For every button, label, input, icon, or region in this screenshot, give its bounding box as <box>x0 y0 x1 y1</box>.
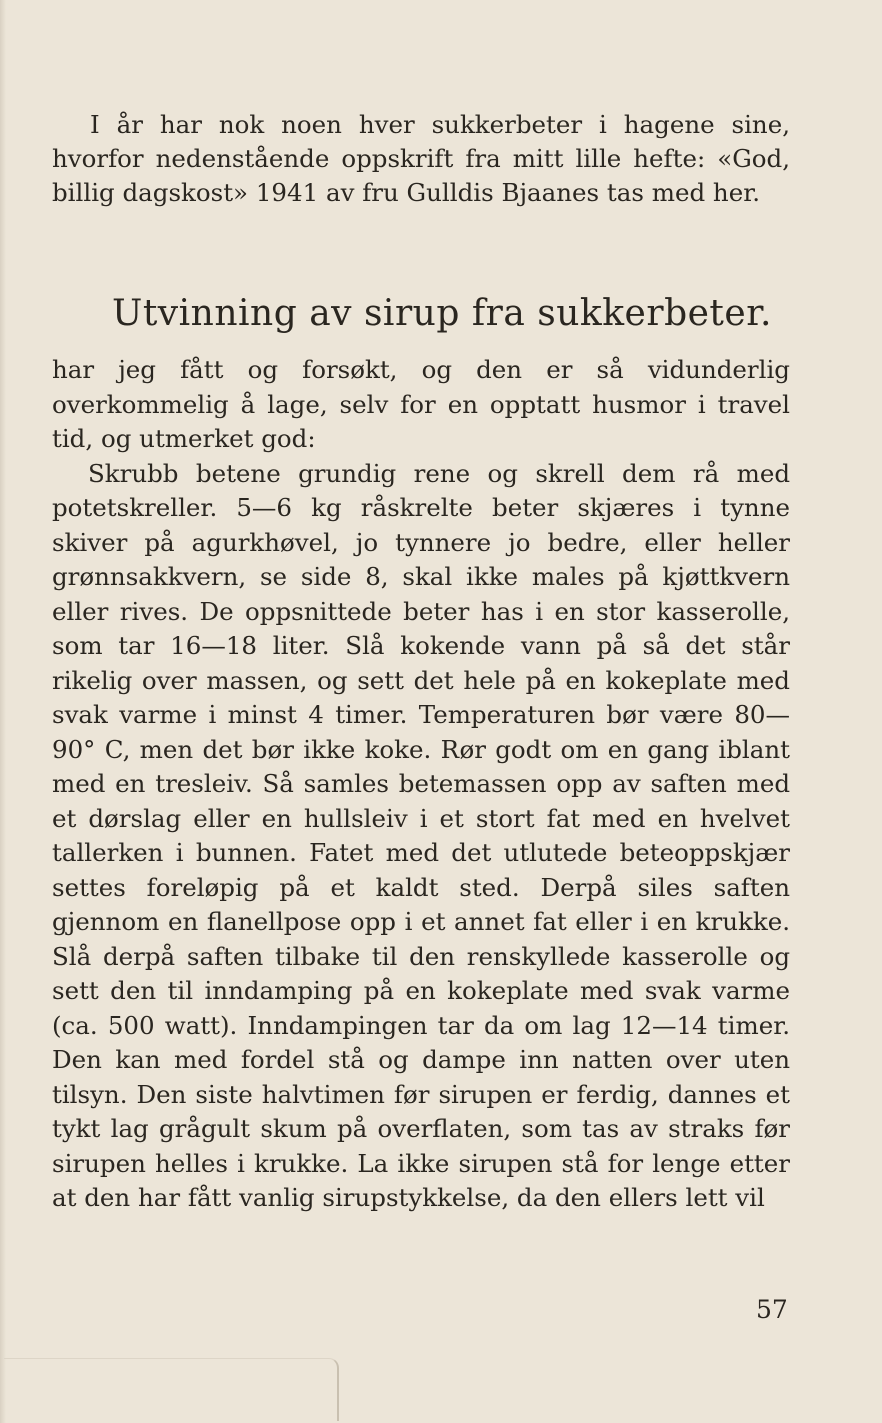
page-mark <box>4 1358 339 1421</box>
intro-paragraph <box>52 108 790 210</box>
recipe-heading: Utvinning av sirup fra sukkerbeter. <box>112 293 772 334</box>
instructions-paragraph: Skrubb betene grundig rene og skrell dem rå med potetskreller. 5—6 kg råskrelte beter skjæres i tynne skiver på agurkhøvel, jo tynnere jo bedre, eller heller grønnsakkvern, se side 8, skal ikke males på kjøttkvern eller rives. De oppsnittede beter has i en stor kasserolle, som tar 16—18 liter. Slå kokende vann på så det står rikelig over massen, og sett det hele på en kokeplate med svak varme i minst 4 timer. Temperaturen bør være 80—90° C, men det bør ikke koke. Rør godt om en gang iblant med en tresleiv. Så samles betemassen opp av saften med et dørslag eller en hullsleiv i et stort fat med en hvelvet tallerken i bunnen. Fatet med det utlutede beteoppskjær settes foreløpig på et kaldt sted. Derpå siles saften gjennom en flanellpose opp i et annet fat eller i en krukke. Slå derpå saften tilbake til den renskyllede kasserolle og sett den til inndamping på en kokeplate med svak varme (ca. 500 watt). Inndampingen tar da om lag 12—14 timer. Den kan med fordel stå og dampe inn natten over uten tilsyn. Den siste halvtimen før sirupen er ferdig, dannes et tykt lag grågult skum på overflaten, som tas av straks før sirupen helles i krukke. La ikke sirupen stå for lenge etter at den har fått vanlig sirupstykkelse, da den ellers lett vil <box>52 458 790 1212</box>
page-edge <box>0 0 6 1423</box>
lead-paragraph: har jeg fått og forsøkt, og den er så vidunderlig overkommelig å lage, selv for en opptatt husmor i travel tid, og utmerket god: <box>52 355 790 453</box>
page-number: 57 <box>756 1295 788 1324</box>
recipe-body <box>52 353 790 1216</box>
intro-text: I år har nok noen hver sukkerbeter i hagene sine, hvorfor nedenstående oppskrift fra mitt lille hefte: «God, billig dagskost» 1941 av fru Gulldis Bjaanes tas med her. <box>52 110 790 207</box>
